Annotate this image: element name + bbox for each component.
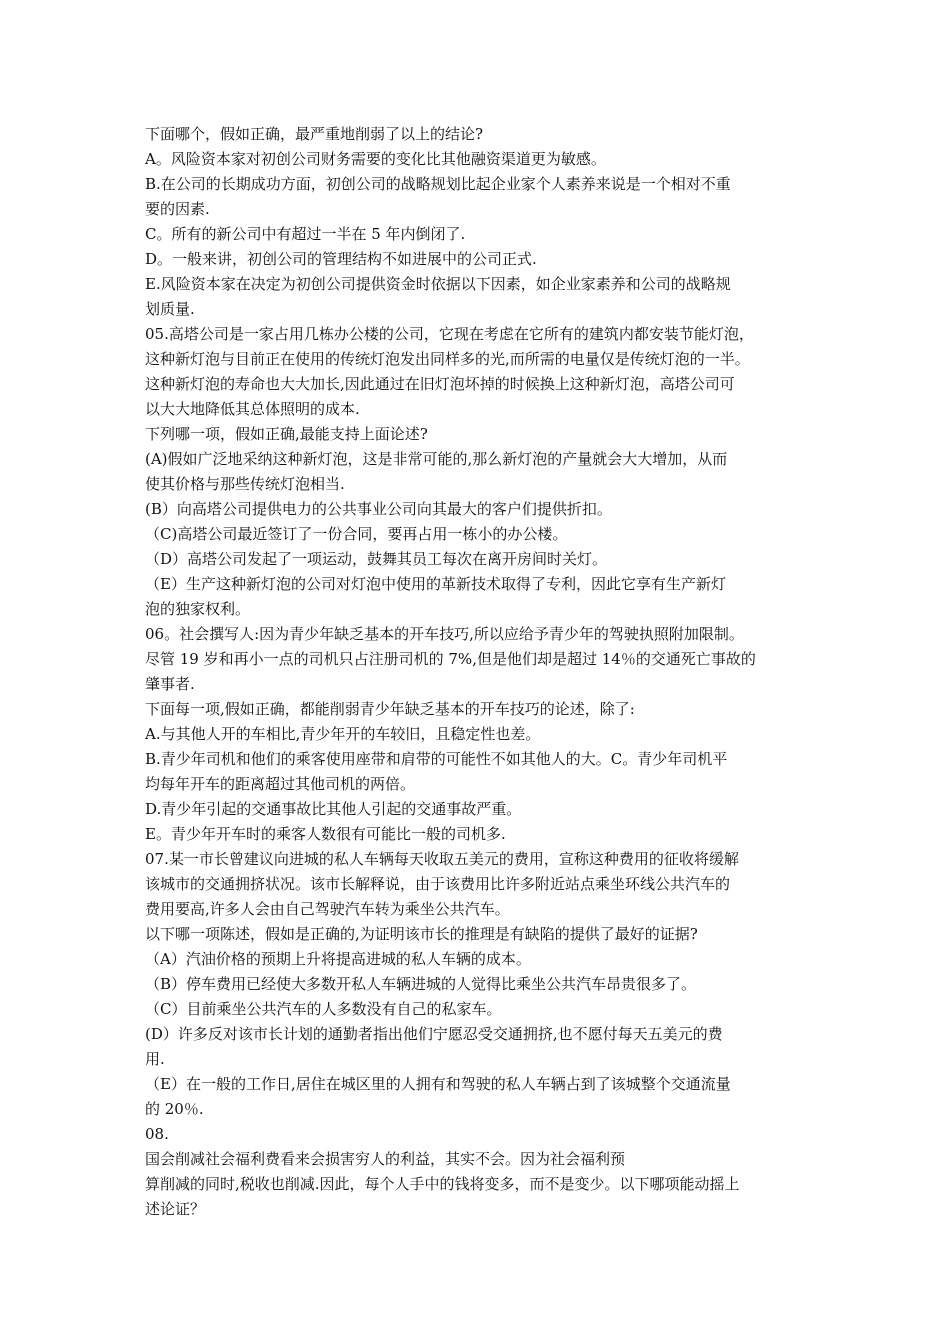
text-line: 均每年开车的距离超过其他司机的两倍。 xyxy=(145,775,416,793)
text-line: 泡的独家权利。 xyxy=(145,600,251,618)
text-line: 述论证？ xyxy=(145,1200,206,1218)
text-line: B.青少年司机和他们的乘客使用座带和肩带的可能性不如其他人的大。C。青少年司机平 xyxy=(145,750,728,768)
text-line: (A)假如广泛地采纳这种新灯泡，这是非常可能的,那么新灯泡的产量就会大大增加，从而 xyxy=(145,450,728,468)
text-line: 以大大地降低其总体照明的成本. xyxy=(145,400,360,418)
text-line: 08. xyxy=(145,1125,169,1143)
text-line: 下列哪一项，假如正确,最能支持上面论述? xyxy=(145,425,428,443)
text-line: 这种新灯泡的寿命也大大加长,因此通过在旧灯泡坏掉的时候换上这种新灯泡，高塔公司可 xyxy=(145,375,735,393)
text-line: （E）在一般的工作日,居住在城区里的人拥有和驾驶的私人车辆占到了该城整个交通流量 xyxy=(145,1075,731,1093)
text-line: B.在公司的长期成功方面，初创公司的战略规划比起企业家个人素养来说是一个相对不重 xyxy=(145,175,731,193)
text-line: 要的因素. xyxy=(145,200,210,218)
text-line: 国会削减社会福利费看来会损害穷人的利益，其实不会。因为社会福利预 xyxy=(145,1150,626,1168)
text-line: D.青少年引起的交通事故比其他人引起的交通事故严重。 xyxy=(145,800,522,818)
text-line: 以下哪一项陈述，假如是正确的,为证明该市长的推理是有缺陷的提供了最好的证据? xyxy=(145,925,698,943)
text-line: （C)高塔公司最近签订了一份合同，要再占用一栋小的办公楼。 xyxy=(145,525,568,543)
text-line: E。青少年开车时的乘客人数很有可能比一般的司机多. xyxy=(145,825,506,843)
text-line: （E）生产这种新灯泡的公司对灯泡中使用的革新技术取得了专利，因此它享有生产新灯 xyxy=(145,575,726,593)
text-line: 使其价格与那些传统灯泡相当. xyxy=(145,475,345,493)
text-line: A。风险资本家对初创公司财务需要的变化比其他融资渠道更为敏感。 xyxy=(145,150,606,168)
text-line: 肇事者. xyxy=(145,675,195,693)
text-line: （D）高塔公司发起了一项运动，鼓舞其员工每次在离开房间时关灯。 xyxy=(145,550,608,568)
text-line: 划质量. xyxy=(145,300,195,318)
text-line: 该城市的交通拥挤状况。该市长解释说，由于该费用比许多附近站点乘坐环线公共汽车的 xyxy=(145,875,731,893)
text-line: 06。社会撰写人:因为青少年缺乏基本的开车技巧,所以应给予青少年的驾驶执照附加限制。 xyxy=(145,625,744,643)
text-line: A.与其他人开的车相比,青少年开的车较旧，且稳定性也差。 xyxy=(145,725,541,743)
text-line: 这种新灯泡与目前正在使用的传统灯泡发出同样多的光,而所需的电量仅是传统灯泡的一半。 xyxy=(145,350,750,368)
text-line: 下面每一项,假如正确，都能削弱青少年缺乏基本的开车技巧的论述，除了: xyxy=(145,700,635,718)
text-line: （C）目前乘坐公共汽车的人多数没有自己的私家车。 xyxy=(145,1000,502,1018)
text-line: (D）许多反对该市长计划的通勤者指出他们宁愿忍受交通拥挤,也不愿付每天五美元的费 xyxy=(145,1025,723,1043)
text-line: E.风险资本家在决定为初创公司提供资金时依据以下因素，如企业家素养和公司的战略规 xyxy=(145,275,731,293)
text-line: 07.某一市长曾建议向进城的私人车辆每天收取五美元的费用，宣称这种费用的征收将缓解 xyxy=(145,850,739,868)
text-line: 05.高塔公司是一家占用几栋办公楼的公司，它现在考虑在它所有的建筑内都安装节能灯泡， xyxy=(145,325,754,343)
text-line: 算削减的同时,税收也削减.因此，每个人手中的钱将变多，而不是变少。以下哪项能动摇上 xyxy=(145,1175,740,1193)
text-line: 下面哪个，假如正确，最严重地削弱了以上的结论? xyxy=(145,125,484,143)
text-line: （B）停车费用已经使大多数开私人车辆进城的人觉得比乘坐公共汽车昂贵很多了。 xyxy=(145,975,697,993)
document-body xyxy=(145,122,817,1222)
text-line: C。所有的新公司中有超过一半在 5 年内倒闭了. xyxy=(145,225,466,243)
text-line: (B）向高塔公司提供电力的公共事业公司向其最大的客户们提供折扣。 xyxy=(145,500,612,518)
text-line: （A）汽油价格的预期上升将提高进城的私人车辆的成本。 xyxy=(145,950,531,968)
text-line: 尽管 19 岁和再小一点的司机只占注册司机的 7%,但是他们却是超过 14％的交通死亡事故的 xyxy=(145,650,756,668)
text-line: 用. xyxy=(145,1050,165,1068)
text-line: D。一般来讲，初创公司的管理结构不如进展中的公司正式. xyxy=(145,250,537,268)
text-line: 的 20％. xyxy=(145,1100,204,1118)
text-line: 费用要高,许多人会由自己驾驶汽车转为乘坐公共汽车。 xyxy=(145,900,510,918)
